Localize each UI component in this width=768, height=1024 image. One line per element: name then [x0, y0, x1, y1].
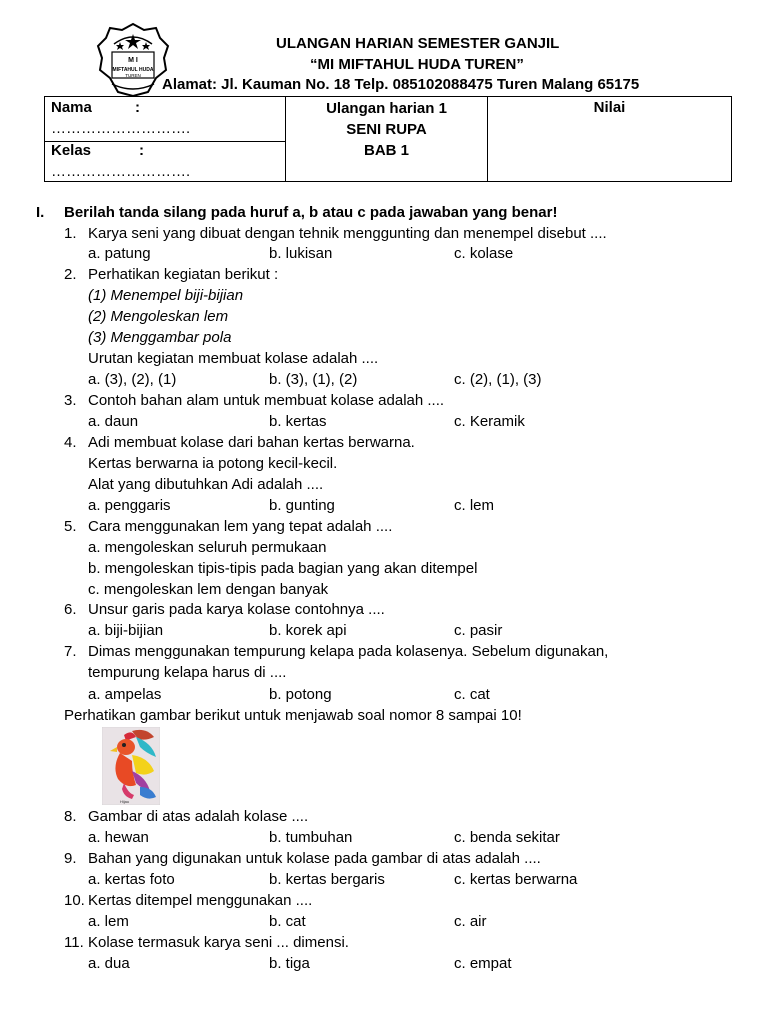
question-number: 6.	[64, 601, 77, 618]
option-a[interactable]: a. (3), (2), (1)	[88, 371, 177, 388]
option-b[interactable]: b. gunting	[269, 497, 335, 514]
exam-line-2: SENI RUPA	[346, 121, 427, 138]
option-a[interactable]: a. penggaris	[88, 497, 171, 514]
option-b[interactable]: b. potong	[269, 686, 332, 703]
exam-line-1: Ulangan harian 1	[326, 100, 447, 117]
option-c[interactable]: c. Keramik	[454, 413, 525, 430]
address-line: Alamat: Jl. Kauman No. 18 Telp. 085102088475 Turen Malang 65175	[162, 76, 640, 93]
question-number: 2.	[64, 266, 77, 283]
option-b[interactable]: b. cat	[269, 913, 306, 930]
option-b[interactable]: b. tiga	[269, 955, 310, 972]
question-number: 5.	[64, 518, 77, 535]
option-a[interactable]: a. patung	[88, 245, 151, 262]
step-item: (1) Menempel biji-bijian	[88, 287, 244, 304]
option-a[interactable]: a. dua	[88, 955, 130, 972]
nama-colon: :	[135, 99, 140, 116]
nilai-label: Nilai	[593, 99, 626, 116]
question-number: 7.	[64, 643, 77, 660]
option-b[interactable]: b. kertas bergaris	[269, 871, 385, 888]
option-b[interactable]: b. mengoleskan tipis-tipis pada bagian yang akan ditempel	[88, 560, 478, 577]
question-text: Contoh bahan alam untuk membuat kolase adalah ....	[88, 392, 445, 409]
kelas-label: Kelas	[51, 142, 92, 159]
section-instruction: Berilah tanda silang pada huruf a, b atau c pada jawaban yang benar!	[64, 204, 558, 221]
option-a[interactable]: a. lem	[88, 913, 129, 930]
student-info-cell	[45, 97, 286, 182]
option-a[interactable]: a. ampelas	[88, 686, 162, 703]
svg-text:MIFTAHUL HUDA: MIFTAHUL HUDA	[112, 67, 154, 73]
option-a[interactable]: a. kertas foto	[88, 871, 175, 888]
title-line-2: “MI MIFTAHUL HUDA TUREN”	[310, 56, 524, 73]
exam-info-cell	[286, 97, 488, 182]
section-number: I.	[36, 204, 45, 221]
kelas-field[interactable]: ……………………….	[51, 163, 191, 180]
question-text: Unsur garis pada karya kolase contohnya ....	[88, 601, 385, 618]
option-b[interactable]: b. tumbuhan	[269, 829, 353, 846]
question-text: Urutan kegiatan membuat kolase adalah ....	[88, 350, 379, 367]
question-text: Kertas ditempel menggunakan ....	[88, 892, 313, 909]
svg-text:M I: M I	[128, 57, 138, 64]
identity-table	[44, 96, 732, 182]
question-text: Karya seni yang dibuat dengan tehnik menggunting dan menempel disebut ....	[88, 225, 607, 242]
svg-text:TUREN: TUREN	[125, 73, 141, 78]
svg-text:Hijau: Hijau	[120, 799, 130, 804]
option-c[interactable]: c. kertas berwarna	[454, 871, 578, 888]
option-c[interactable]: c. (2), (1), (3)	[454, 371, 542, 388]
option-a[interactable]: a. hewan	[88, 829, 149, 846]
option-c[interactable]: c. pasir	[454, 622, 503, 639]
option-c[interactable]: c. mengoleskan lem dengan banyak	[88, 581, 329, 598]
question-number: 1.	[64, 225, 77, 242]
option-c[interactable]: c. cat	[454, 686, 490, 703]
option-b[interactable]: b. korek api	[269, 622, 347, 639]
option-b[interactable]: b. lukisan	[269, 245, 333, 262]
option-a[interactable]: a. daun	[88, 413, 139, 430]
exam-line-3: BAB 1	[363, 142, 409, 159]
step-item: (3) Menggambar pola	[88, 329, 232, 346]
nama-label: Nama	[51, 99, 92, 116]
option-c[interactable]: c. empat	[454, 955, 512, 972]
question-text: Adi membuat kolase dari bahan kertas berwarna.	[88, 434, 415, 451]
question-text: Dimas menggunakan tempurung kelapa pada kolasenya. Sebelum digunakan,	[88, 643, 609, 660]
nama-field[interactable]: ……………………….	[51, 120, 191, 137]
option-a[interactable]: a. biji-bijian	[88, 622, 164, 639]
question-text: Bahan yang digunakan untuk kolase pada gambar di atas adalah ....	[88, 850, 541, 867]
question-text: Kertas berwarna ia potong kecil-kecil.	[88, 455, 338, 472]
step-item: (2) Mengoleskan lem	[88, 308, 229, 325]
question-text: Alat yang dibutuhkan Adi adalah ....	[88, 476, 324, 493]
question-number: 3.	[64, 392, 77, 409]
option-c[interactable]: c. lem	[454, 497, 495, 514]
option-c[interactable]: c. kolase	[454, 245, 514, 262]
question-number: 4.	[64, 434, 77, 451]
school-logo-icon	[96, 22, 170, 98]
question-number: 10.	[64, 892, 85, 909]
question-number: 8.	[64, 808, 77, 825]
option-b[interactable]: b. kertas	[269, 413, 327, 430]
picture-note: Perhatikan gambar berikut untuk menjawab soal nomor 8 sampai 10!	[64, 707, 522, 724]
question-number: 9.	[64, 850, 77, 867]
rooster-collage-image	[102, 727, 160, 805]
question-text: Perhatikan kegiatan berikut :	[88, 266, 279, 283]
option-c[interactable]: c. benda sekitar	[454, 829, 560, 846]
question-text: Kolase termasuk karya seni ... dimensi.	[88, 934, 349, 951]
option-b[interactable]: b. (3), (1), (2)	[269, 371, 358, 388]
option-a[interactable]: a. mengoleskan seluruh permukaan	[88, 539, 327, 556]
question-text: tempurung kelapa harus di ....	[88, 664, 287, 681]
kelas-colon: :	[139, 142, 144, 159]
option-c[interactable]: c. air	[454, 913, 487, 930]
question-text: Cara menggunakan lem yang tepat adalah ....	[88, 518, 393, 535]
title-line-1: ULANGAN HARIAN SEMESTER GANJIL	[276, 35, 560, 52]
question-text: Gambar di atas adalah kolase ....	[88, 808, 309, 825]
question-number: 11.	[64, 934, 84, 951]
score-cell[interactable]	[488, 97, 732, 182]
